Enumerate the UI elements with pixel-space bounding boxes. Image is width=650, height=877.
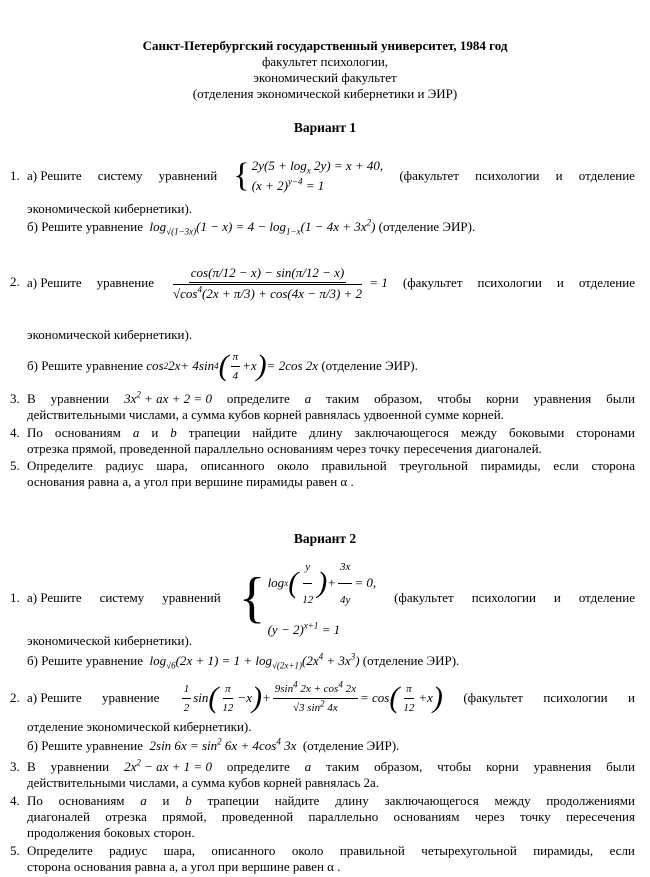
v1-p3-word: корни — [486, 391, 519, 406]
v2-p1a-line — [27, 560, 635, 637]
v1-p1b-prefix: б) Решите уравнение — [27, 219, 144, 234]
v2-p2a-note: (факультет — [463, 690, 523, 705]
v1-p1b-equation: $\log_{√(1-3x)}(1 - x) = 4 - \log_{1-x}(1 - 4x + 3x^2)$ — [146, 217, 376, 237]
v2-p1a-word: систему — [99, 590, 145, 605]
v2-p3-param: a — [304, 759, 312, 774]
v1-p5-line2: основания равна a, а угол при вершине пирамиды равен α . — [27, 474, 354, 489]
v1-p1a-word: а) Решите — [27, 168, 82, 183]
v1-p5-word: шара, — [156, 458, 188, 473]
v2-p2b-prefix: б) Решите уравнение — [27, 738, 144, 753]
v2-p3-word: уравнения — [533, 759, 592, 774]
v1-p3-word: определите — [226, 391, 290, 406]
v1-p5-word: пирамиды, — [480, 458, 541, 473]
v1-p4-word: сторонами — [576, 425, 635, 440]
v2-p2a-line — [27, 678, 635, 718]
v1-p1a-word: уравнений — [158, 168, 218, 183]
v2-p1a-word: а) Решите — [27, 590, 82, 605]
v2-p5-word: четырехугольной — [421, 843, 517, 858]
v2-dummy-v1-p2-number: 2. — [10, 274, 20, 289]
v2-p1a-word: уравнений — [162, 590, 221, 605]
v1-p3-param: a — [304, 391, 312, 406]
v2-p4-word: найдите — [274, 793, 320, 808]
v2-p2b-note: (отделение ЭИР). — [302, 738, 400, 753]
v1-p2a-note: (факультет — [402, 275, 463, 290]
v1-p1a-continuation: экономической кибернетики). — [27, 201, 193, 216]
v2-p4-word: заключающегося — [384, 793, 479, 808]
v2-p3-equation: $2x^2$ − ax + 1 = 0 — [124, 757, 212, 774]
v2-p2a-equation: $\frac{1}{2}$ sin ( $\frac{\pi}{12}$ − x ) + $\frac{9\sin^4 2x + \cos^4 2x}{√3 \sin^2 4x}$ = cos ( $\frac{\pi}{12}$ + x ) — [183, 678, 443, 714]
v2-p5-line1 — [27, 843, 635, 859]
v1-p2a-prefix: а) Решите — [27, 275, 82, 290]
v2-p2b-line — [27, 738, 635, 754]
v1-p3-word: уравнении — [50, 391, 110, 406]
v1-p5-number: 5. — [10, 458, 20, 473]
v2-p2b-equation: 2sin $6x = \sin^2 6x + 4\cos^4$ 3x — [146, 736, 297, 753]
v1-p1a-line — [27, 157, 635, 194]
header-departments: (отделения экономической кибернетики и ЭИР) — [192, 86, 458, 101]
v1-p1a-word: систему — [97, 168, 143, 183]
v1-p2b-line — [27, 350, 635, 382]
v2-p4-line1 — [27, 793, 635, 809]
v2-p5-word: радиус — [109, 843, 148, 858]
v2-p2-number: 2. — [10, 690, 20, 705]
v2-p3-number: 3. — [10, 759, 20, 774]
v2-p3-word: определите — [226, 759, 290, 774]
v1-p5-word: радиус — [105, 458, 144, 473]
v1-p3-equation: $3x^2$ + ax + 2 = 0 — [124, 389, 212, 406]
v1-p5-word: треугольной — [399, 458, 468, 473]
v1-p5-word: около — [277, 458, 309, 473]
v1-p3-number: 3. — [10, 391, 20, 406]
v1-p3-word: были — [606, 391, 635, 406]
v1-p5-word: сторона — [591, 458, 635, 473]
v2-p3-word: уравнении — [50, 759, 110, 774]
v2-p4-word: длину — [335, 793, 369, 808]
v1-p4-word: основаниям — [54, 425, 121, 440]
v2-p5-word: правильной — [339, 843, 405, 858]
v1-p3-word: таким — [326, 391, 360, 406]
v1-p3-word: чтобы — [437, 391, 472, 406]
v2-p5-word: около — [291, 843, 324, 858]
v2-p1a-note: и — [553, 590, 561, 605]
v2-p3-word: были — [606, 759, 635, 774]
v2-p3-word: образом, — [374, 759, 423, 774]
v1-p2a-continuation: экономической кибернетики). — [27, 327, 193, 342]
v2-p5-line2: сторона основания равна a, а угол при вершине равен α . — [27, 859, 341, 874]
v1-p2b-note: (отделение ЭИР). — [321, 358, 418, 373]
v1-p4-line1 — [27, 425, 635, 441]
v2-p3-line2: действительными числами, а сумма кубов корней равнялась 2a. — [27, 775, 380, 790]
v2-p5-word: шара, — [163, 843, 195, 858]
v1-p2a-line — [27, 246, 635, 320]
v1-p5-word: Определите — [27, 458, 93, 473]
v1-p4-word: b — [170, 425, 177, 440]
variant-1-title: Вариант 1 — [293, 120, 357, 135]
v2-p5-word: Определите — [27, 843, 93, 858]
v2-p1a-note: (факультет — [394, 590, 454, 605]
v2-p1a-system: { log x ( $\frac{y}{12}$ ) + $\frac{3x}{4y}$ = 0, $(y - 2)^{x+1} = 1$ — [239, 552, 376, 645]
v1-p4-word: заключающегося — [354, 425, 449, 440]
v2-p4-word: По — [27, 793, 43, 808]
v2-p1a-continuation: экономической кибернетики). — [27, 633, 193, 648]
v2-p5-word: если — [609, 843, 635, 858]
v1-p4-word: найдите — [252, 425, 298, 440]
v2-p1b-prefix: б) Решите уравнение — [27, 653, 144, 668]
v2-p4-word: b — [185, 793, 192, 808]
v1-p1a-system: { $2y(5 + \log_x 2y) = x + 40$, $(x + 2)^{y-4} = 1$ — [233, 157, 384, 194]
v2-p2a-note: и — [628, 690, 635, 705]
v1-p5-word: описанного — [200, 458, 265, 473]
v1-p4-word: и — [151, 425, 159, 440]
v2-p4-word: трапеции — [207, 793, 259, 808]
v1-p4-word: боковыми — [508, 425, 565, 440]
v2-p4-word: a — [140, 793, 147, 808]
v1-p1b-line — [27, 219, 635, 235]
v1-p4-line2: отрезка прямой, проведенной параллельно основаниям через точку пересечения диагоналей. — [27, 441, 542, 456]
v1-p5-word: правильной — [321, 458, 387, 473]
v1-p5-word: если — [553, 458, 579, 473]
v1-p1-number: 1. — [10, 168, 20, 183]
v2-p4-word: основаниям — [58, 793, 125, 808]
v1-p2a-note: психологии — [477, 275, 542, 290]
v2-p1b-line — [27, 653, 635, 669]
v2-p3-word: В — [27, 759, 36, 774]
v1-p3-word: уравнения — [533, 391, 592, 406]
v2-p1a-note: психологии — [471, 590, 536, 605]
v1-p1a-note: и — [555, 168, 563, 183]
v1-p2a-note: отделение — [578, 275, 635, 290]
v1-p2b-equation: cos 2 2 x + 4sin 4 ( $\frac{\pi}{4}$ + x ) = 2cos 2 x — [143, 349, 319, 382]
v2-p1a-note: отделение — [578, 590, 635, 605]
v1-p2a-equation: $\frac{\cos(\pi/12 - x) - \sin(\pi/12 - x)}{√\cos^4(2x + \pi/3) + \cos(4x - \pi/3) + 2}$ = 1 — [173, 264, 388, 301]
header-faculty-psychology: факультет психологии, — [261, 54, 389, 69]
header-university: Санкт-Петербургский государственный университет, 1984 год — [142, 38, 508, 53]
v2-p4-number: 4. — [10, 793, 20, 808]
header-faculty-economics: экономический факультет — [253, 70, 397, 85]
v1-p2a-prefix: уравнение — [96, 275, 154, 290]
v2-p4-word: продолжениями — [546, 793, 635, 808]
v2-p5-word: пирамиды, — [533, 843, 594, 858]
v1-p1a-note: психологии — [475, 168, 540, 183]
v2-p3-word: чтобы — [437, 759, 472, 774]
v2-p3-word: таким — [326, 759, 360, 774]
v2-p4-word: между — [494, 793, 531, 808]
v2-p4-word: и — [162, 793, 170, 808]
v1-p2a-note: и — [556, 275, 564, 290]
v1-p3-line2: действительными числами, а сумма кубов корней равнялась удвоенной сумме корней. — [27, 407, 504, 422]
v2-p5-word: описанного — [211, 843, 276, 858]
v1-p4-number: 4. — [10, 425, 20, 440]
v2-p4-line2: диагоналей отрезка прямой, проведенной параллельно основаниям через точку пересечения — [27, 809, 635, 824]
v2-p2a-note: психологии — [543, 690, 608, 705]
v2-p4-line3: продолжения боковых сторон. — [27, 825, 195, 840]
v2-p5-number: 5. — [10, 843, 20, 858]
v1-p4-word: между — [460, 425, 497, 440]
v1-p3-line1 — [27, 391, 635, 407]
v1-p4-word: трапеции — [188, 425, 241, 440]
v1-p1a-note: отделение — [578, 168, 635, 183]
v2-p3-line1 — [27, 759, 635, 775]
v1-p1a-note: (факультет — [399, 168, 459, 183]
v1-p2b-prefix: б) Решите уравнение — [27, 358, 144, 373]
v2-p2a-prefix: уравнение — [102, 690, 160, 705]
v1-p4-word: По — [27, 425, 43, 440]
v1-p3-word: В — [27, 391, 36, 406]
v1-p4-word: длину — [309, 425, 343, 440]
v1-p1b-note: (отделение ЭИР). — [378, 219, 476, 234]
v1-p4-word: a — [132, 425, 140, 440]
v1-p5-line1 — [27, 458, 635, 474]
v2-p3-word: корни — [486, 759, 519, 774]
v2-p2a-prefix: а) Решите — [27, 690, 82, 705]
v1-p3-word: образом, — [374, 391, 423, 406]
v2-p1-number: 1. — [10, 590, 20, 605]
v2-p2a-continuation: отделение экономической кибернетики). — [27, 719, 252, 734]
variant-2-title: Вариант 2 — [293, 531, 357, 546]
v2-p1b-note: (отделение ЭИР). — [362, 653, 460, 668]
v2-p1b-equation: $\log_{√6}(2x + 1) = 1 + \log_{√(2x+1)}(2x^4 + 3x^3)$ — [146, 651, 360, 671]
